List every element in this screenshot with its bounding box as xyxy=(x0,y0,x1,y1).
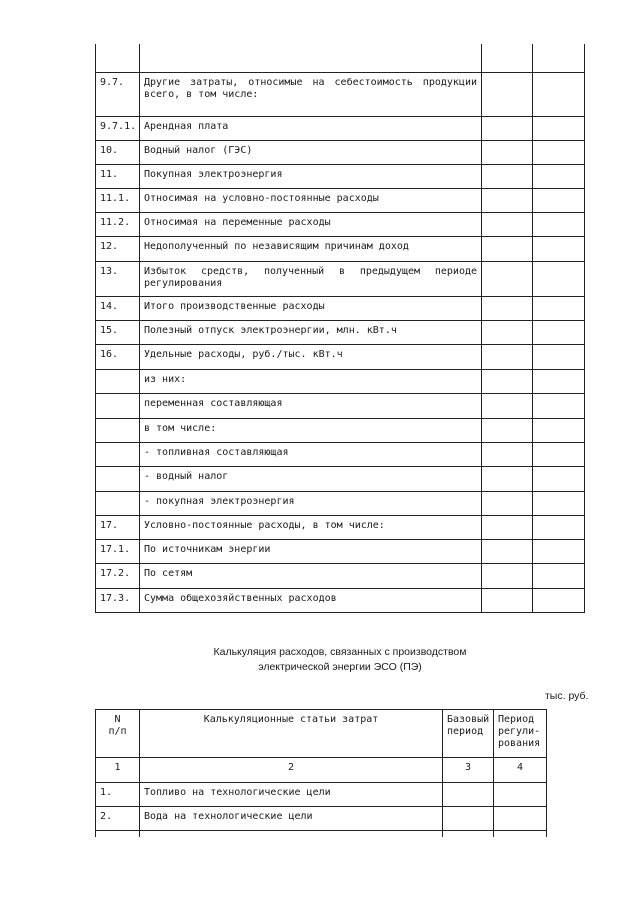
row-item: Недополученный по независящим причинам доход xyxy=(140,236,482,261)
table-row xyxy=(96,320,585,344)
row-reg-value xyxy=(533,491,585,515)
table-row xyxy=(96,188,585,212)
row-reg-value xyxy=(533,344,585,369)
table-row-cut xyxy=(96,831,547,837)
row-reg-value xyxy=(533,563,585,588)
row-base-value xyxy=(482,116,533,140)
table-row xyxy=(96,369,585,393)
row-item: Удельные расходы, руб./тыс. кВт.ч xyxy=(140,344,482,369)
row-number: 15. xyxy=(96,320,140,344)
index-cell: 4 xyxy=(494,758,547,783)
row-item: По сетям xyxy=(140,563,482,588)
unit-label: тыс. руб. xyxy=(545,690,589,702)
row-reg-value xyxy=(533,320,585,344)
row-item: из них: xyxy=(140,369,482,393)
row-base-value xyxy=(482,393,533,418)
table-row xyxy=(96,783,547,807)
cost-table-continued xyxy=(95,44,585,613)
row-number: 17.3. xyxy=(96,588,140,612)
table-index-row xyxy=(96,758,547,783)
row-reg-value xyxy=(533,44,585,72)
section-title-line1: Калькуляция расходов, связанных с производством xyxy=(213,646,467,658)
row-number: 12. xyxy=(96,236,140,261)
row-reg-value xyxy=(533,188,585,212)
row-number: 11.1. xyxy=(96,188,140,212)
row-base-value xyxy=(482,72,533,116)
header-cost-items: Калькуляционные статьи затрат xyxy=(140,710,443,758)
row-number xyxy=(96,491,140,515)
table-row xyxy=(96,140,585,164)
row-base-value xyxy=(482,140,533,164)
row-base-value xyxy=(482,236,533,261)
row-item: Арендная плата xyxy=(140,116,482,140)
row-item: Относимая на условно-постоянные расходы xyxy=(140,188,482,212)
row-number: 9.7. xyxy=(96,72,140,116)
row-number: 13. xyxy=(96,261,140,296)
row-number: 9.7.1. xyxy=(96,116,140,140)
row-item: - топливная составляющая xyxy=(140,442,482,466)
row-number xyxy=(96,393,140,418)
row-reg-value xyxy=(494,807,547,831)
row-reg-value xyxy=(533,212,585,236)
row-reg-value xyxy=(533,442,585,466)
header-base-line1: Базовый xyxy=(447,714,490,725)
table-row xyxy=(96,442,585,466)
row-base-value xyxy=(482,344,533,369)
row-number: 10. xyxy=(96,140,140,164)
table-row xyxy=(96,563,585,588)
row-number: 11. xyxy=(96,164,140,188)
row-number: 17. xyxy=(96,515,140,539)
table-header-row xyxy=(96,710,547,758)
row-item: - покупная электроэнергия xyxy=(140,491,482,515)
header-reg-line1: Период xyxy=(498,714,535,725)
row-item: Водный налог (ГЭС) xyxy=(140,140,482,164)
row-base-value xyxy=(482,296,533,320)
row-number: 1. xyxy=(96,783,140,807)
row-reg-value xyxy=(533,393,585,418)
table-row xyxy=(96,296,585,320)
row-item: - водный налог xyxy=(140,466,482,491)
header-number xyxy=(96,710,140,758)
table-row xyxy=(96,236,585,261)
section-title-line2: электрической энергии ЭСО (ПЭ) xyxy=(258,661,422,673)
row-base-value xyxy=(482,515,533,539)
row-item: По источникам энергии xyxy=(140,539,482,563)
row-reg-value xyxy=(533,369,585,393)
row-base-value xyxy=(482,442,533,466)
row-reg-value xyxy=(533,116,585,140)
row-base-value xyxy=(482,563,533,588)
index-cell: 1 xyxy=(96,758,140,783)
header-number-line1: N xyxy=(114,714,121,725)
row-reg-value xyxy=(533,164,585,188)
row-base-value xyxy=(482,44,533,72)
table-row xyxy=(96,393,585,418)
table-row xyxy=(96,164,585,188)
header-number-line2: п/п xyxy=(108,726,127,737)
row-base-value xyxy=(443,783,494,807)
index-cell: 3 xyxy=(443,758,494,783)
row-reg-value xyxy=(533,588,585,612)
row-base-value xyxy=(482,164,533,188)
header-reg-line2: регули- xyxy=(498,726,541,737)
header-reg-line3: рования xyxy=(498,738,541,749)
row-item xyxy=(140,44,482,72)
table-row xyxy=(96,344,585,369)
row-number: 14. xyxy=(96,296,140,320)
row-base-value xyxy=(482,369,533,393)
row-reg-value xyxy=(533,466,585,491)
table-row xyxy=(96,44,585,72)
row-base-value xyxy=(482,212,533,236)
table-row xyxy=(96,466,585,491)
row-item: Топливо на технологические цели xyxy=(140,783,443,807)
header-base-period xyxy=(443,710,494,758)
row-base-value xyxy=(482,188,533,212)
row-reg-value xyxy=(533,296,585,320)
row-base-value xyxy=(482,320,533,344)
table-row xyxy=(96,515,585,539)
row-number xyxy=(96,466,140,491)
row-reg-value xyxy=(533,140,585,164)
row-number: 17.2. xyxy=(96,563,140,588)
header-base-line2: период xyxy=(447,726,484,737)
table-row xyxy=(96,807,547,831)
row-item: Покупная электроэнергия xyxy=(140,164,482,188)
table-row xyxy=(96,261,585,296)
row-base-value xyxy=(482,261,533,296)
section-title xyxy=(170,645,510,675)
row-number: 2. xyxy=(96,807,140,831)
row-base-value xyxy=(482,588,533,612)
row-item: переменная составляющая xyxy=(140,393,482,418)
row-reg-value xyxy=(533,236,585,261)
table-row xyxy=(96,72,585,116)
row-item: Итого производственные расходы xyxy=(140,296,482,320)
row-base-value xyxy=(443,807,494,831)
row-reg-value xyxy=(533,261,585,296)
row-base-value xyxy=(482,466,533,491)
row-item: в том числе: xyxy=(140,418,482,442)
index-cell: 2 xyxy=(140,758,443,783)
row-number xyxy=(96,418,140,442)
table-row xyxy=(96,212,585,236)
row-number xyxy=(96,369,140,393)
row-number: 16. xyxy=(96,344,140,369)
table-row xyxy=(96,588,585,612)
table-row xyxy=(96,539,585,563)
row-item: Избыток средств, полученный в предыдущем периоде регулирования xyxy=(140,261,482,296)
row-item: Другие затраты, относимые на себестоимость продукции всего, в том числе: xyxy=(140,72,482,116)
calculation-table xyxy=(95,709,547,837)
row-item: Условно-постоянные расходы, в том числе: xyxy=(140,515,482,539)
table-row xyxy=(96,116,585,140)
header-regulation-period xyxy=(494,710,547,758)
row-base-value xyxy=(482,491,533,515)
row-number xyxy=(96,44,140,72)
table-row xyxy=(96,491,585,515)
row-reg-value xyxy=(533,72,585,116)
row-item: Относимая на переменные расходы xyxy=(140,212,482,236)
row-number xyxy=(96,442,140,466)
row-item: Полезный отпуск электроэнергии, млн. кВт.ч xyxy=(140,320,482,344)
row-reg-value xyxy=(533,539,585,563)
row-item: Сумма общехозяйственных расходов xyxy=(140,588,482,612)
row-reg-value xyxy=(533,515,585,539)
row-base-value xyxy=(482,539,533,563)
row-number: 11.2. xyxy=(96,212,140,236)
row-reg-value xyxy=(533,418,585,442)
row-base-value xyxy=(482,418,533,442)
table-row xyxy=(96,418,585,442)
row-number: 17.1. xyxy=(96,539,140,563)
row-reg-value xyxy=(494,783,547,807)
row-item: Вода на технологические цели xyxy=(140,807,443,831)
